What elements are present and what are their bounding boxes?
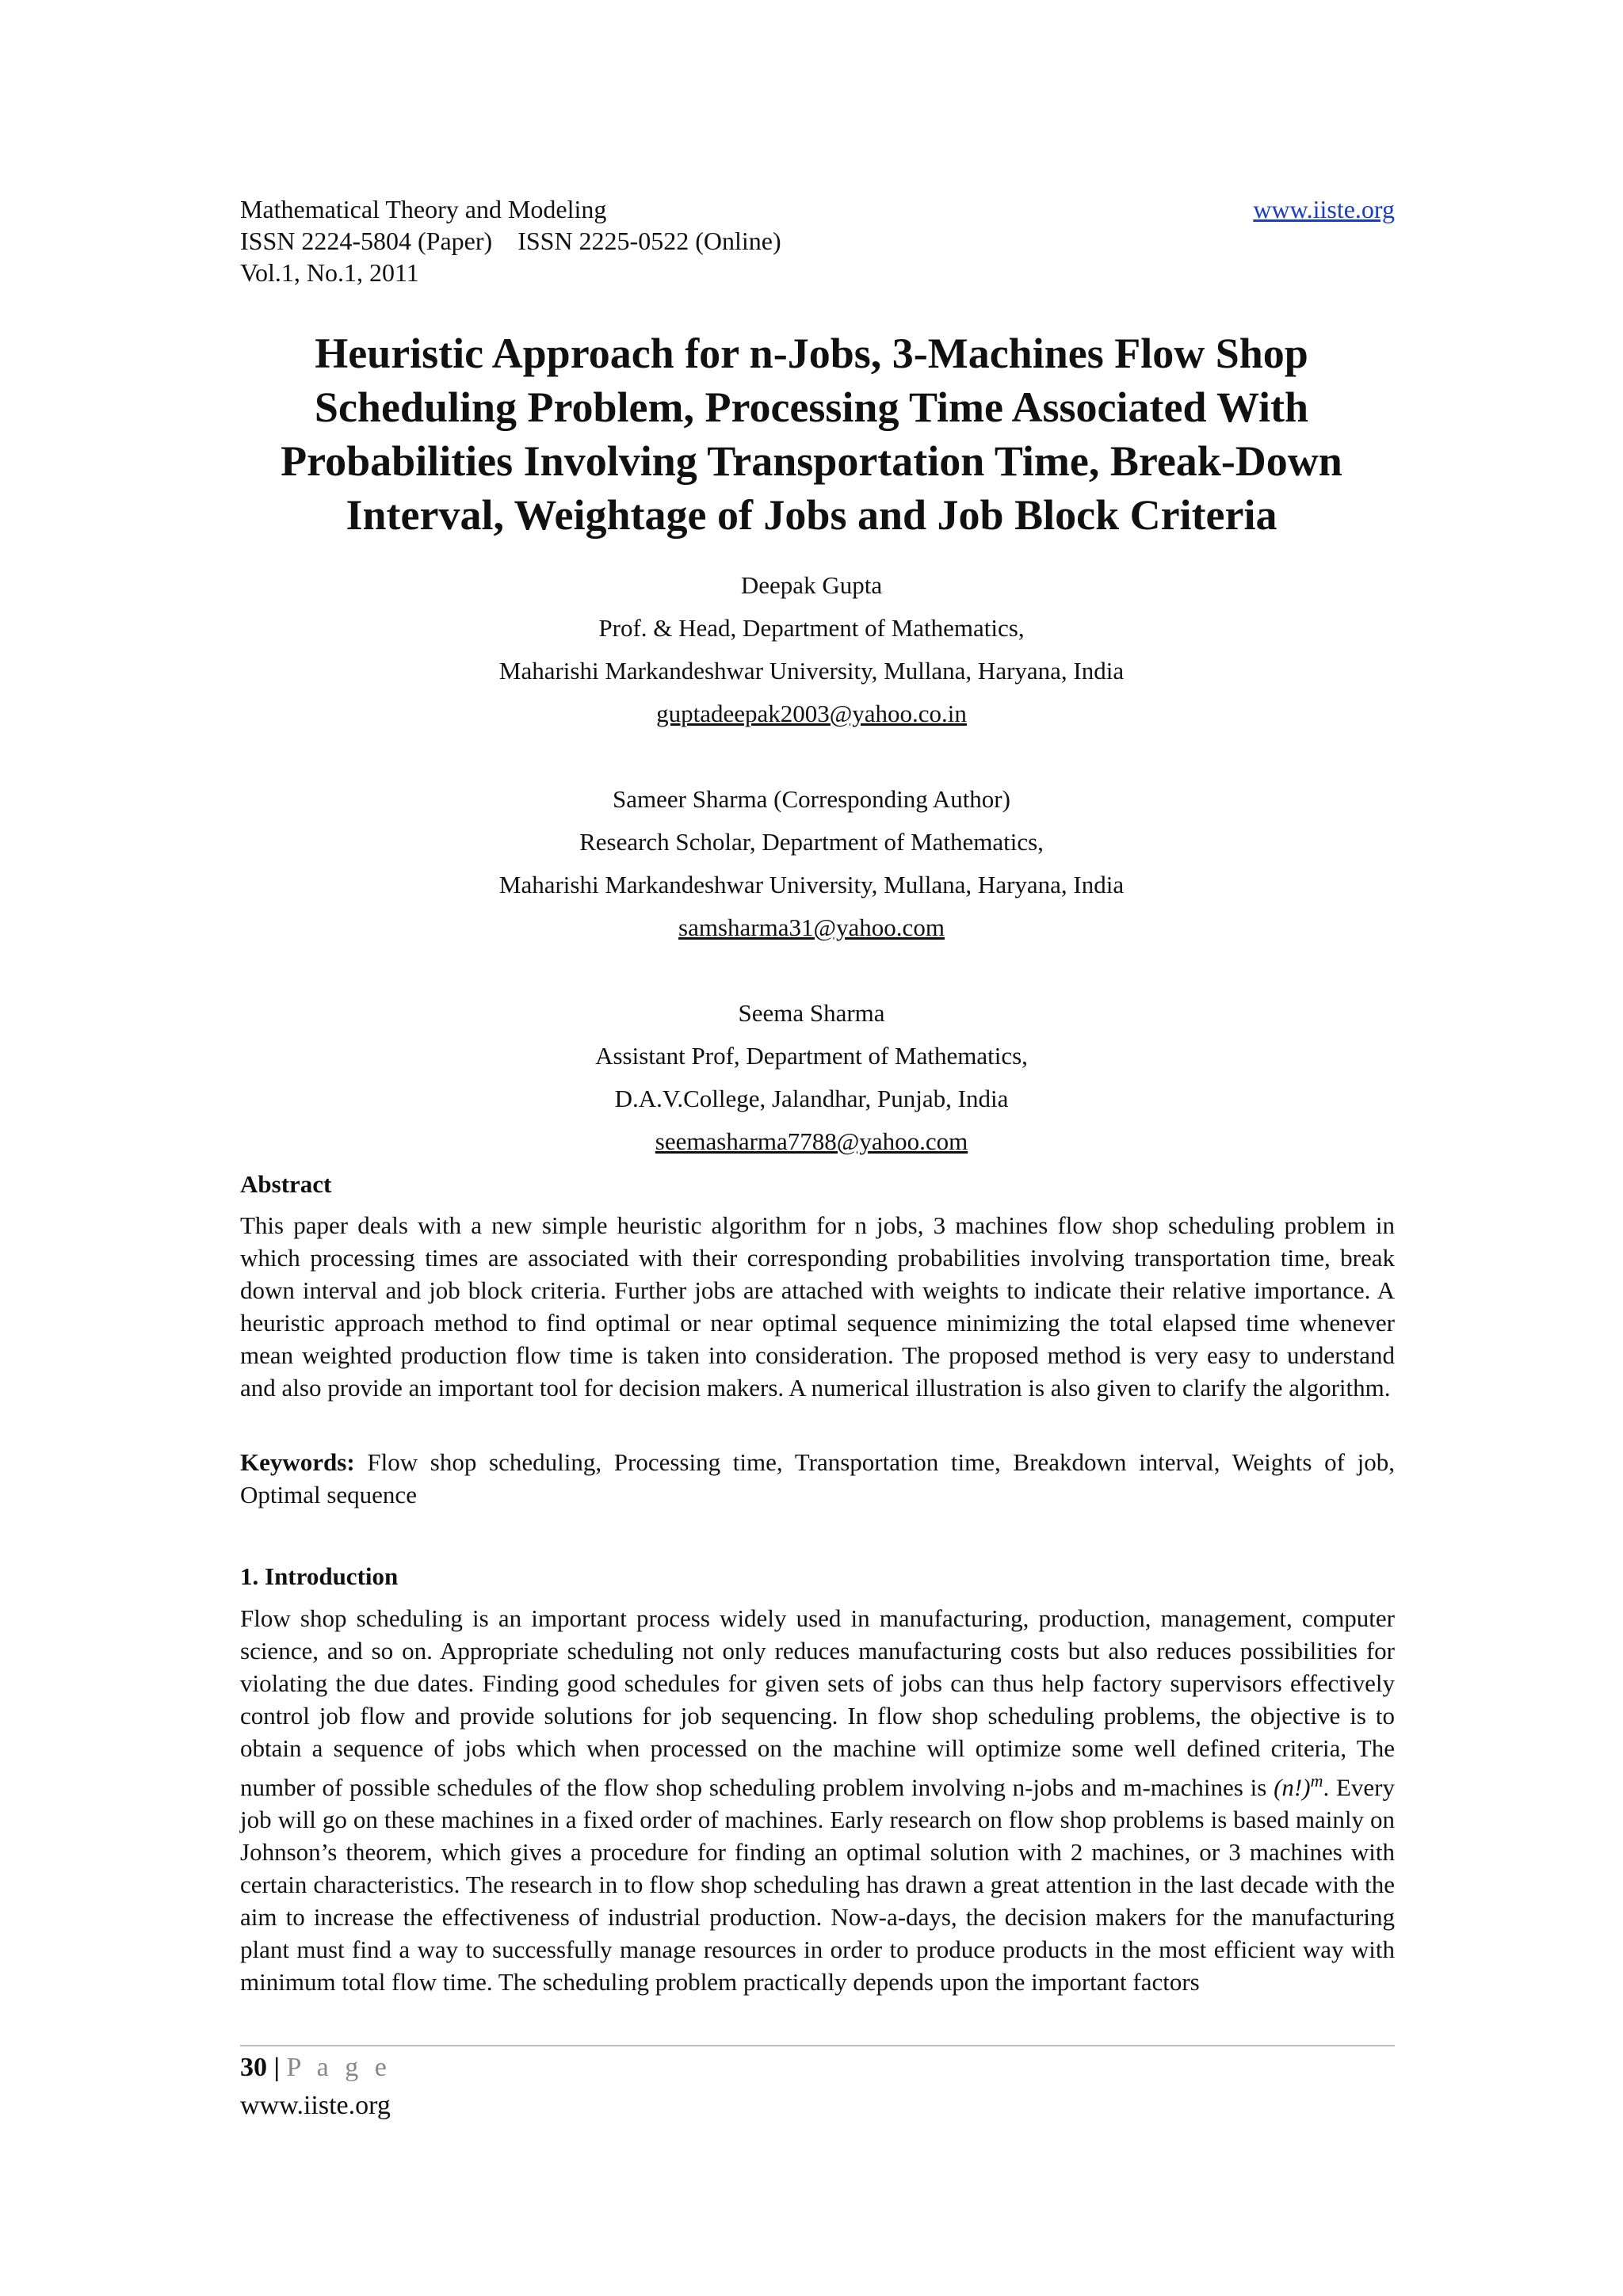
- author-position: Assistant Prof, Department of Mathematics,: [595, 1042, 1028, 1070]
- author-email-link[interactable]: samsharma31@yahoo.com: [678, 913, 945, 941]
- volume-line: Vol.1, No.1, 2011: [240, 258, 419, 287]
- title-line: Scheduling Problem, Processing Time Associated With: [314, 383, 1309, 431]
- author-name: Sameer Sharma (Corresponding Author): [613, 785, 1010, 813]
- issn-line: ISSN 2224-5804 (Paper) ISSN 2225-0522 (Online): [240, 227, 781, 255]
- keywords-paragraph: [240, 1446, 1395, 1511]
- journal-website-link[interactable]: www.iiste.org: [1253, 195, 1395, 223]
- author-affiliation: Maharishi Markandeshwar University, Mullana, Haryana, India: [498, 657, 1125, 685]
- author-name: Seema Sharma: [738, 999, 885, 1027]
- formula-n-factorial: (n!): [1274, 1773, 1311, 1802]
- page-label: P a g e: [286, 2053, 391, 2082]
- page-separator: |: [267, 2053, 287, 2082]
- introduction-text: [240, 1602, 1395, 1998]
- author-block-3: [158, 992, 1465, 1163]
- footer-divider: [240, 2045, 1395, 2046]
- journal-name: Mathematical Theory and Modeling: [240, 195, 607, 223]
- keywords-label: Keywords:: [240, 1448, 355, 1476]
- abstract-heading: Abstract: [240, 1170, 332, 1198]
- abstract-text: This paper deals with a new simple heuristic algorithm for n jobs, 3 machines flow shop scheduling problem in which processing times are associated with their corresponding probabilities involving transportation time, break down interval and job block criteria. Further jobs are attached with weights to indicate their relative importance. A heuristic approach method to find optimal or near optimal sequence minimizing the total elapsed time whenever mean weighted production flow time is taken into consideration. The proposed method is very easy to understand and also provide an important tool for decision makers. A numerical illustration is also given to clarify the algorithm.: [240, 1211, 1395, 1402]
- author-affiliation: Maharishi Markandeshwar University, Mullana, Haryana, India: [498, 871, 1125, 898]
- author-position: Prof. & Head, Department of Mathematics,: [598, 614, 1025, 642]
- footer-website[interactable]: www.iiste.org: [240, 2091, 391, 2120]
- title-line: Interval, Weightage of Jobs and Job Block Criteria: [346, 491, 1277, 539]
- paper-title: [158, 326, 1465, 542]
- page-number: 30: [240, 2053, 267, 2082]
- intro-text-part-2: . Every job will go on these machines in a fixed order of machines. Early research on flow shop problems is based mainly on Johnson’s theorem, which gives a procedure for finding an optimal solution with 2 machines, or 3 machines with certain characteristics. The research in to flow shop scheduling has drawn a great attention in the last decade with the aim to increase the effectiveness of industrial production. Now-a-days, the decision makers for the manufacturing plant must find a way to successfully manage resources in order to produce products in the most efficient way with minimum total flow time. The scheduling problem practically depends upon the important factors: [240, 1773, 1395, 1997]
- author-email-link[interactable]: seemasharma7788@yahoo.com: [655, 1127, 968, 1155]
- author-email-link[interactable]: guptadeepak2003@yahoo.co.in: [656, 700, 967, 727]
- keywords-text: Flow shop scheduling, Processing time, Transportation time, Breakdown interval, Weights of job, Optimal sequence: [240, 1448, 1395, 1508]
- author-name: Deepak Gupta: [740, 571, 883, 599]
- author-affiliation: D.A.V.College, Jalandhar, Punjab, India: [614, 1085, 1009, 1112]
- author-block-1: [158, 564, 1465, 735]
- page-footer: [240, 2050, 391, 2085]
- formula-exponent: m: [1310, 1771, 1323, 1791]
- title-line: Probabilities Involving Transportation Time, Break-Down: [281, 437, 1342, 485]
- author-position: Research Scholar, Department of Mathematics,: [579, 828, 1044, 856]
- title-line: Heuristic Approach for n-Jobs, 3-Machines Flow Shop: [315, 330, 1308, 377]
- author-block-2: [158, 778, 1465, 949]
- intro-text-part-1: Flow shop scheduling is an important process widely used in manufacturing, production, management, computer science, and so on. Appropriate scheduling not only reduces manufacturing costs but also reduces possibilities for violating the due dates. Finding good schedules for given sets of jobs can thus help factory supervisors effectively control job flow and provide solutions for job sequencing. In flow shop scheduling problems, the objective is to obtain a sequence of jobs which when processed on the machine will optimize some well defined criteria, The number of possible schedules of the flow shop scheduling problem involving n-jobs and m-machines is: [240, 1604, 1395, 1802]
- introduction-heading: 1. Introduction: [240, 1562, 399, 1590]
